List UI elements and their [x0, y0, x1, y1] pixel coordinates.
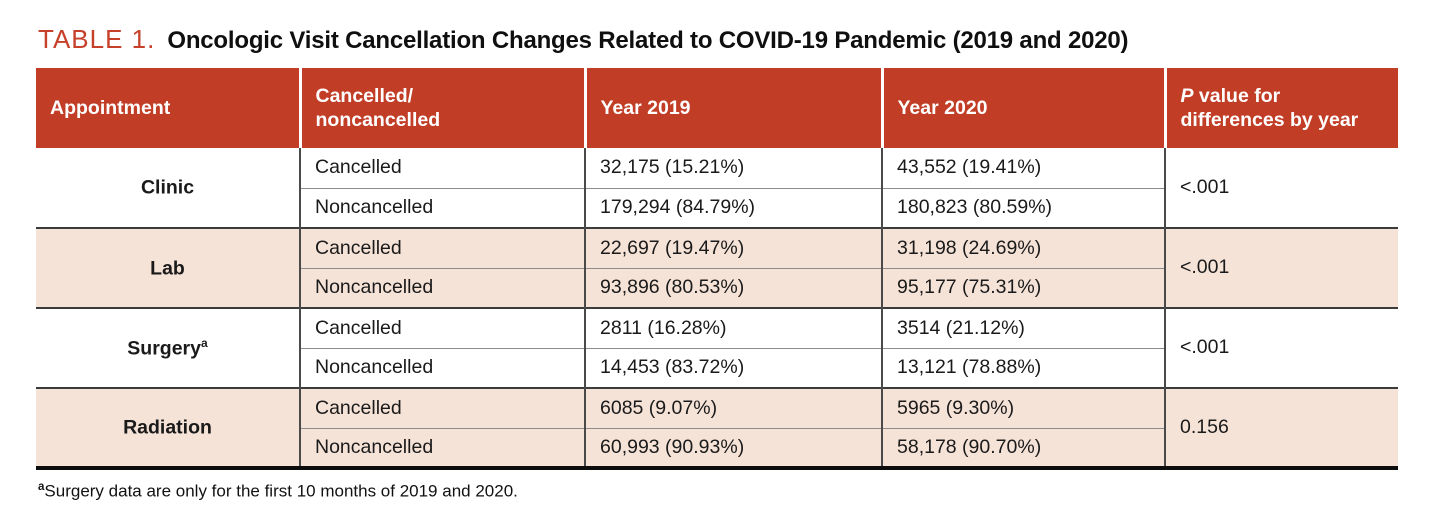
year-2020-cell: 31,198 (24.69%) [882, 228, 1165, 268]
table-row-clinic-cancelled [36, 148, 1398, 188]
year-2020-cell: 58,178 (90.70%) [882, 428, 1165, 468]
appointment-label: Radiation [123, 416, 212, 439]
p-rest: value for [1193, 84, 1281, 107]
appointment-label: Surgery [127, 337, 201, 360]
year-2019-cell: 2811 (16.28%) [585, 308, 882, 348]
table-title [36, 24, 1418, 55]
year-2019-cell: 6085 (9.07%) [585, 388, 882, 428]
appointment-cell-clinic [36, 148, 300, 228]
status-cell: Noncancelled [300, 348, 585, 388]
status-cell: Cancelled [300, 388, 585, 428]
status-cell: Cancelled [300, 228, 585, 268]
year-2019-cell: 32,175 (15.21%) [585, 148, 882, 188]
table-row-surgery-cancelled [36, 308, 1398, 348]
appointment-cell-surgery [36, 308, 300, 388]
year-2020-cell: 43,552 (19.41%) [882, 148, 1165, 188]
header-year-2019: Year 2019 [585, 68, 882, 148]
status-cell: Noncancelled [300, 428, 585, 468]
status-cell: Cancelled [300, 308, 585, 348]
year-2020-cell: 3514 (21.12%) [882, 308, 1165, 348]
header-year-2020: Year 2020 [882, 68, 1165, 148]
year-2019-cell: 60,993 (90.93%) [585, 428, 882, 468]
header-row [36, 68, 1398, 148]
year-2019-cell: 179,294 (84.79%) [585, 188, 882, 228]
appointment-cell-lab [36, 228, 300, 308]
table-footnote [36, 481, 1418, 502]
header-appointment: Appointment [36, 68, 300, 148]
p-value-cell-radiation: 0.156 [1165, 388, 1398, 468]
footnote-text: Surgery data are only for the first 10 months of 2019 and 2020. [44, 481, 518, 501]
table-number-label: TABLE 1. [38, 24, 156, 54]
table-caption: Oncologic Visit Cancellation Changes Related to COVID-19 Pandemic (2019 and 2020) [167, 27, 1129, 54]
p-italic: P [1180, 84, 1194, 107]
p-value-cell-clinic: <.001 [1165, 148, 1398, 228]
year-2019-cell: 14,453 (83.72%) [585, 348, 882, 388]
header-cancelled-noncancelled [300, 68, 585, 148]
year-2019-cell: 93,896 (80.53%) [585, 268, 882, 308]
table-row-lab-cancelled [36, 228, 1398, 268]
year-2020-cell: 5965 (9.30%) [882, 388, 1165, 428]
appointment-cell-radiation [36, 388, 300, 468]
header-cancelled-line2: noncancelled [315, 109, 441, 131]
year-2019-cell: 22,697 (19.47%) [585, 228, 882, 268]
table-row-radiation-cancelled [36, 388, 1398, 428]
status-cell: Noncancelled [300, 268, 585, 308]
status-cell: Cancelled [300, 148, 585, 188]
header-cancelled-line1: Cancelled/ [315, 84, 414, 107]
appointment-label: Lab [150, 257, 185, 280]
year-2020-cell: 95,177 (75.31%) [882, 268, 1165, 308]
footnote-superscript: a [38, 481, 45, 493]
table-header [36, 68, 1398, 148]
appointment-label: Clinic [140, 176, 195, 199]
p-value-cell-lab: <.001 [1165, 228, 1398, 308]
cancellation-table [36, 68, 1398, 470]
year-2020-cell: 180,823 (80.59%) [882, 188, 1165, 228]
table-body [36, 148, 1398, 468]
appointment-superscript: a [201, 335, 208, 350]
status-cell: Noncancelled [300, 188, 585, 228]
p-value-cell-surgery: <.001 [1165, 308, 1398, 388]
p-line2: differences by year [1180, 109, 1359, 131]
year-2020-cell: 13,121 (78.88%) [882, 348, 1165, 388]
header-p-value [1165, 68, 1398, 148]
